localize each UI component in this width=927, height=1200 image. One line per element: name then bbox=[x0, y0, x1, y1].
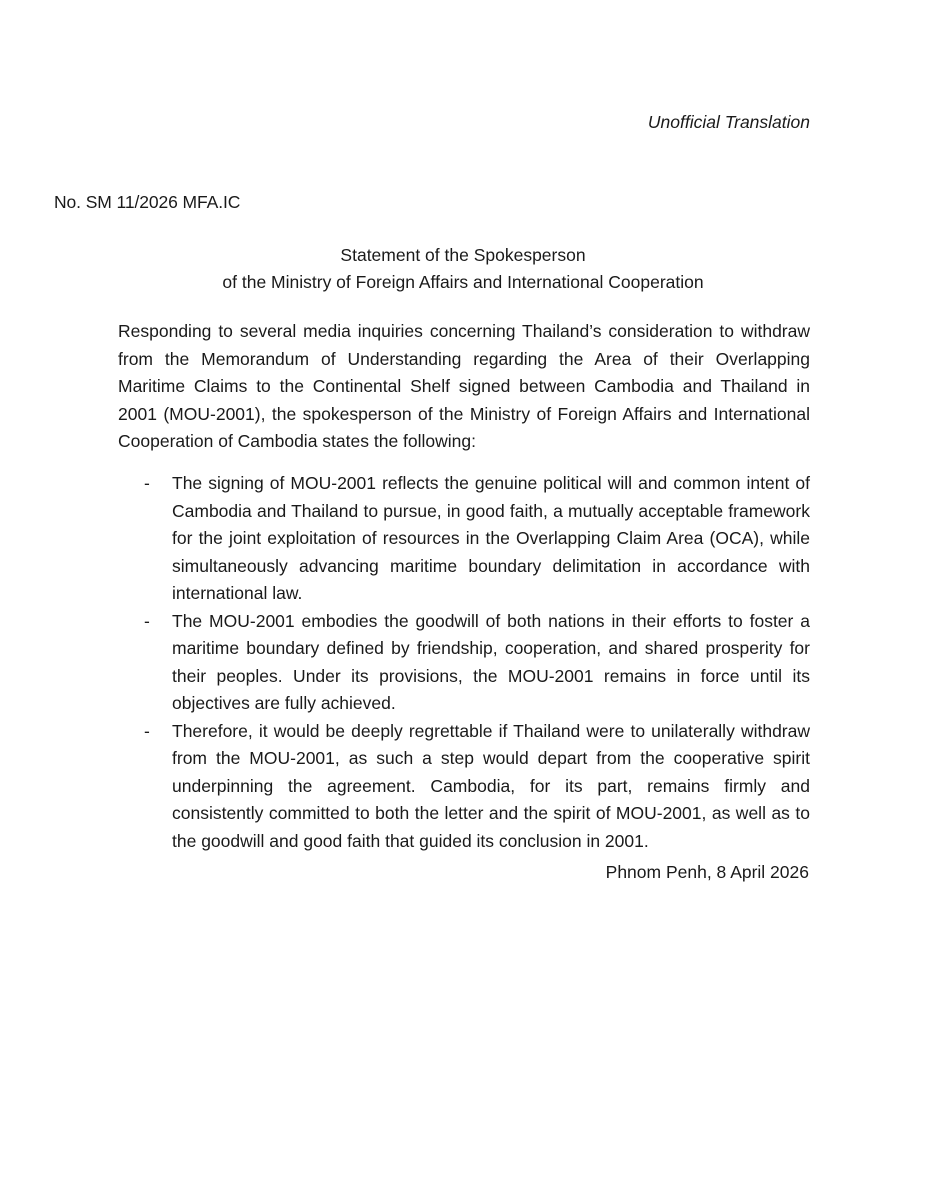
title-line-1: Statement of the Spokesperson bbox=[340, 245, 586, 265]
statement-point bbox=[118, 608, 810, 718]
reference-number: No. SM 11/2026 MFA.IC bbox=[54, 192, 241, 212]
bullet-marker: - bbox=[144, 720, 150, 741]
point-text: Therefore, it would be deeply regrettable if Thailand were to unilaterally withdraw from the MOU-2001, as such a step would depart from the cooperative spirit underpinning the agreement. Cambodia, for its part, remains firmly and consistently committed to both the letter and the spirit of MOU-2001, as well as to the goodwill and good faith that guided its conclusion in 2001. bbox=[172, 720, 810, 851]
title-line-2: of the Ministry of Foreign Affairs and International Cooperation bbox=[222, 272, 704, 292]
statement-point bbox=[118, 718, 810, 856]
bullet-marker: - bbox=[144, 610, 150, 631]
point-text: The signing of MOU-2001 reflects the genuine political will and common intent of Cambodia and Thailand to pursue, in good faith, a mutually acceptable framework for the joint exploitation of resources in the Overlapping Claim Area (OCA), while simultaneously advancing maritime boundary delimitation in accordance with international law. bbox=[172, 473, 810, 603]
statement-title bbox=[118, 242, 808, 296]
translation-note: Unofficial Translation bbox=[647, 112, 810, 132]
intro-paragraph: Responding to several media inquiries concerning Thailand’s consideration to withdraw from the Memorandum of Understanding regarding the Area of their Overlapping Maritime Claims to the Continental Shelf signed between Cambodia and Thailand in 2001 (MOU-2001), the spokesperson of the Ministry of Foreign Affairs and International Cooperation of Cambodia states the following: bbox=[118, 321, 810, 451]
point-text: The MOU-2001 embodies the goodwill of both nations in their efforts to foster a maritime boundary defined by friendship, cooperation, and shared prosperity for their peoples. Under its provisions, the MOU-2001 remains in force until its objectives are fully achieved. bbox=[172, 610, 810, 713]
statement-points bbox=[118, 470, 810, 855]
statement-point bbox=[118, 470, 810, 608]
place-and-date: Phnom Penh, 8 April 2026 bbox=[605, 862, 809, 882]
bullet-marker: - bbox=[144, 473, 150, 493]
